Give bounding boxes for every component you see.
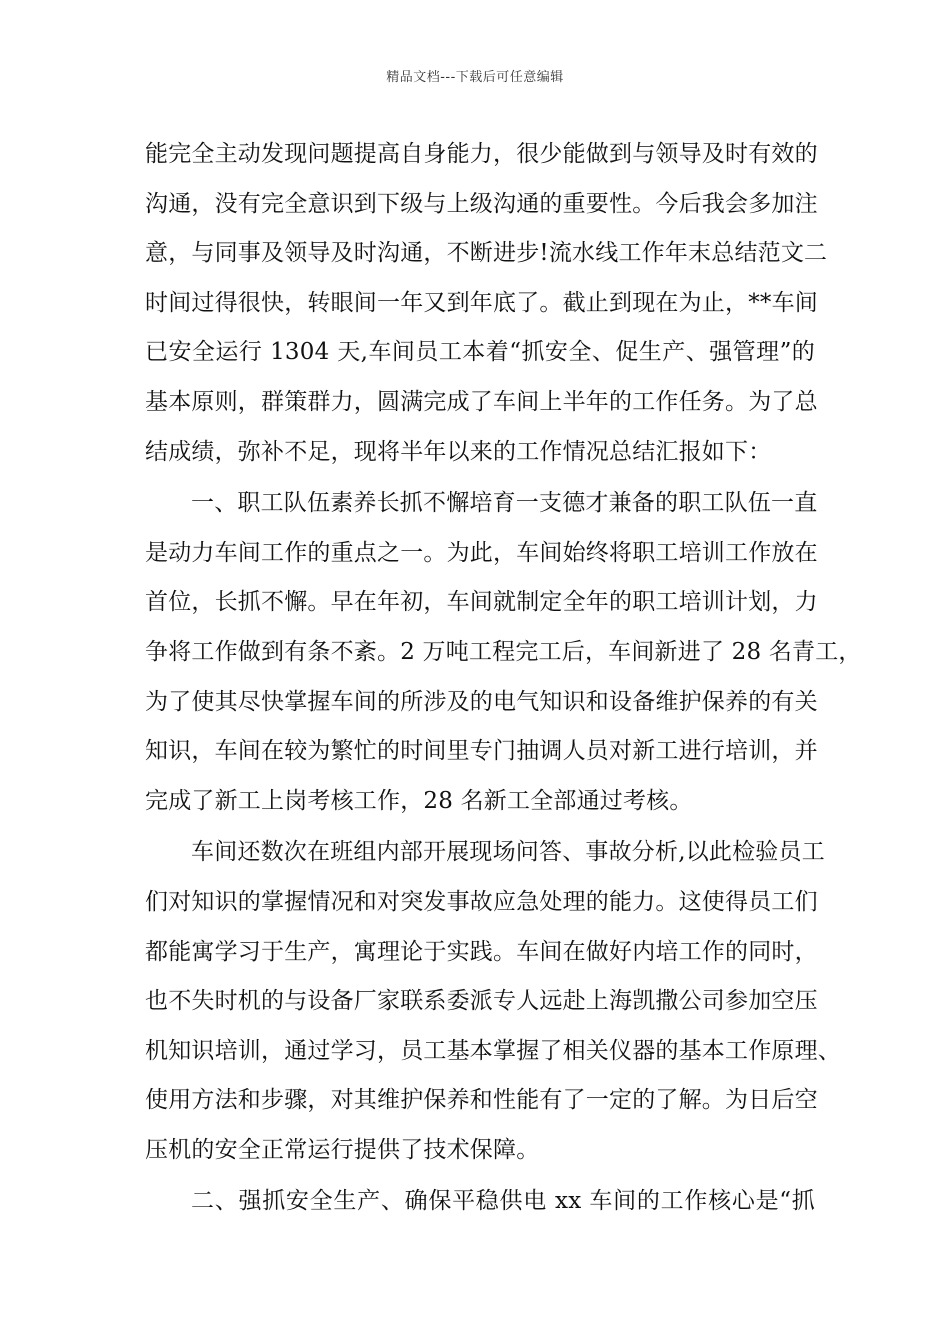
text-line: 基本原则，群策群力，圆满完成了车间上半年的工作任务。为了总 — [145, 388, 818, 415]
text-line: 们对知识的掌握情况和对突发事故应急处理的能力。这使得员工们 — [145, 888, 818, 915]
paragraph-2 — [145, 479, 862, 826]
text-line: 能完全主动发现问题提高自身能力，很少能做到与领导及时有效的 — [145, 141, 818, 167]
text-line: 车间还数次在班组内部开展现场问答、事故分析,以此检验员工 — [191, 839, 825, 866]
text-line: 压机的安全正常运行提供了技术保障。 — [145, 1136, 540, 1163]
text-line: 沟通，没有完全意识到下级与上级沟通的重要性。今后我会多加注 — [145, 190, 818, 217]
paragraph-4 — [145, 1177, 815, 1227]
text-line: 是动力车间工作的重点之一。为此，车间始终将职工培训工作放在 — [145, 539, 818, 566]
text-line: 机知识培训，通过学习，员工基本掌握了相关仪器的基本工作原理、 — [145, 1037, 841, 1064]
text-line: 二、强抓安全生产、确保平稳供电 xx 车间的工作核心是“抓 — [191, 1188, 815, 1215]
text-line: 为了使其尽快掌握车间的所涉及的电气知识和设备维护保养的有关 — [145, 688, 818, 715]
text-line: 一、职工队伍素养长抓不懈培育一支德才兼备的职工队伍一直 — [191, 490, 818, 517]
text-line: 知识，车间在较为繁忙的时间里专门抽调人员对新工进行培训，并 — [145, 738, 818, 765]
text-line: 争将工作做到有条不紊。2 万吨工程完工后，车间新进了 28 名青工， — [145, 638, 862, 665]
text-line: 使用方法和步骤，对其维护保养和性能有了一定的了解。为日后空 — [145, 1087, 818, 1114]
text-line: 时间过得很快，转眼间一年又到年底了。截止到现在为止，**车间 — [145, 289, 818, 316]
text-line: 结成绩，弥补不足，现将半年以来的工作情况总结汇报如下： — [145, 438, 772, 465]
paragraph-1 — [145, 130, 828, 477]
text-line: 完成了新工上岗考核工作，28 名新工全部通过考核。 — [145, 787, 693, 814]
text-line: 已安全运行 1304 天,车间员工本着“抓安全、促生产、强管理”的 — [145, 339, 815, 366]
paragraph-3 — [145, 828, 841, 1175]
text-line: 首位，长抓不懈。早在年初，车间就制定全年的职工培训计划，力 — [145, 589, 818, 616]
page-header: 精品文档---下载后可任意编辑 — [386, 70, 564, 85]
document-body — [145, 130, 862, 1227]
text-line: 都能寓学习于生产，寓理论于实践。车间在做好内培工作的同时， — [145, 938, 818, 965]
text-line: 也不失时机的与设备厂家联系委派专人远赴上海凯撒公司参加空压 — [145, 988, 818, 1015]
text-line: 意，与同事及领导及时沟通，不断进步!流水线工作年末总结范文二 — [145, 240, 828, 267]
